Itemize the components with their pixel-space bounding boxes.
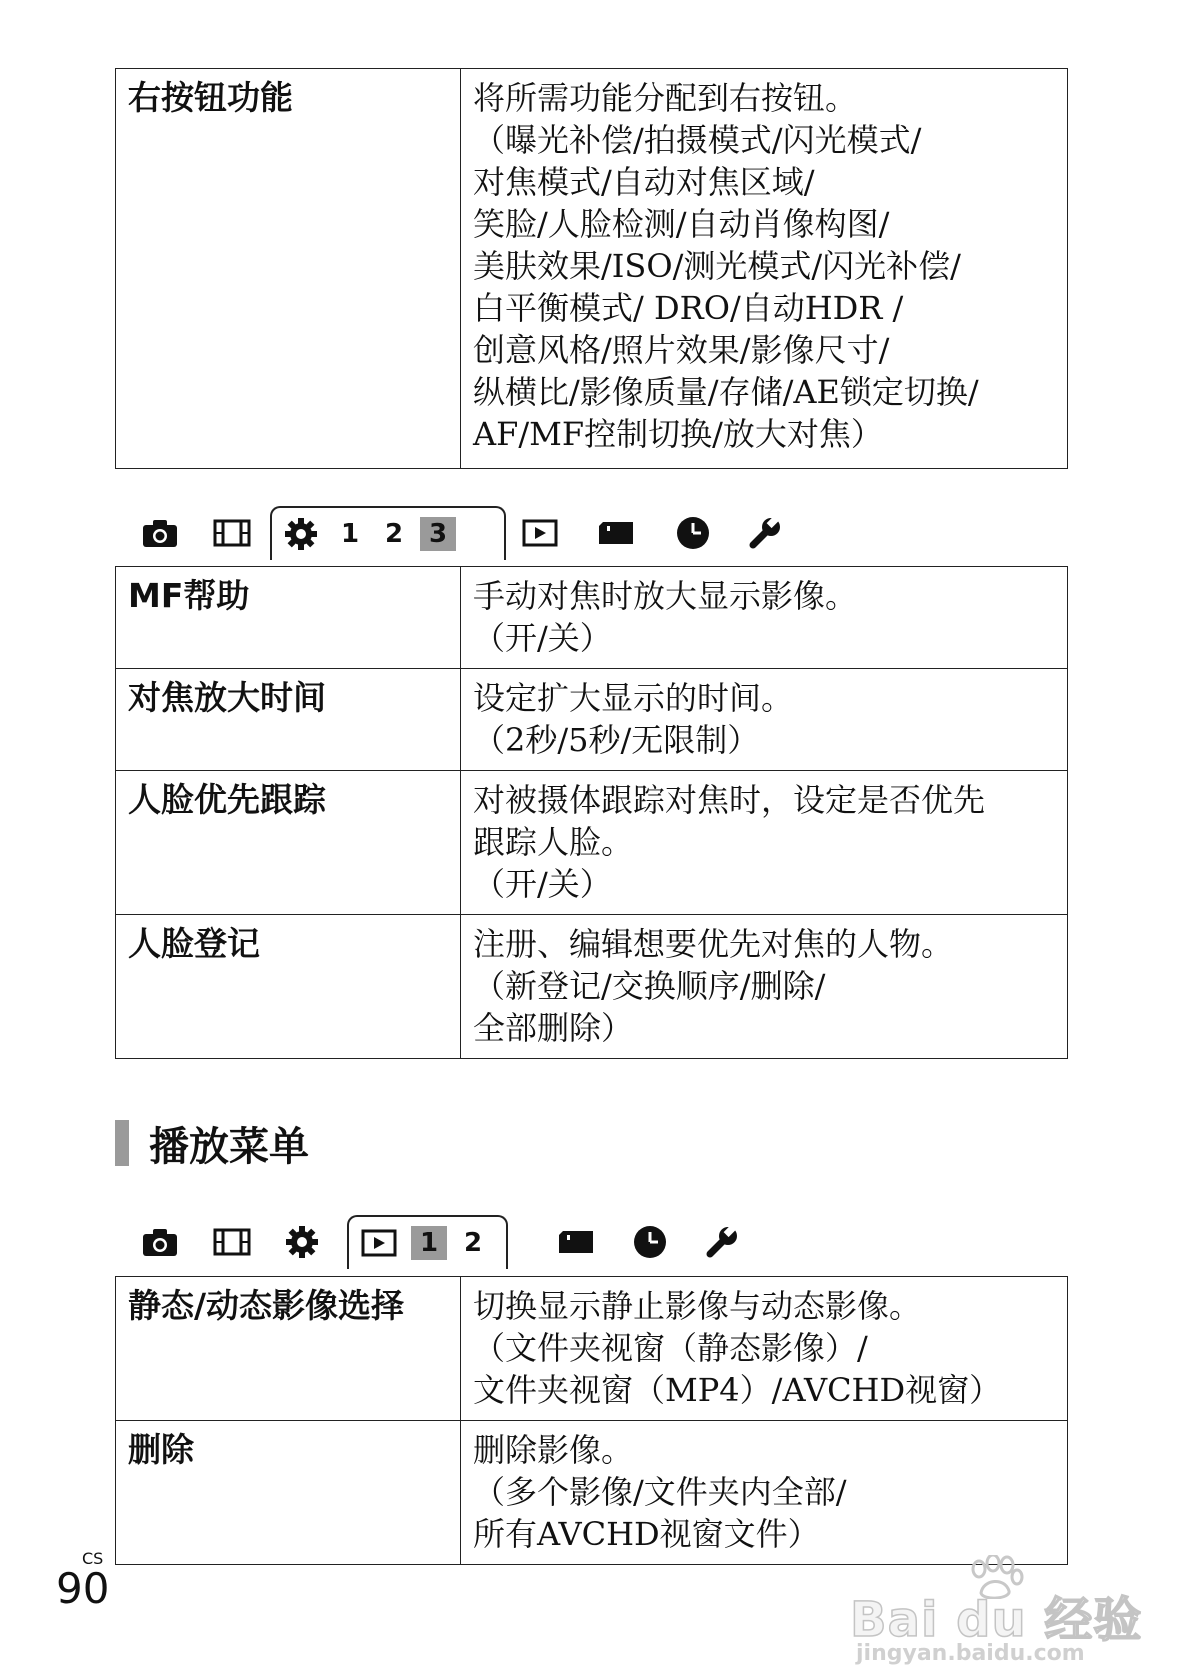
clock-icon bbox=[673, 504, 713, 562]
setting-description: 删除影像。 （多个影像/文件夹内全部/ 所有AVCHD视窗文件） bbox=[461, 1421, 1068, 1565]
table-row bbox=[116, 567, 1068, 669]
camera-icon bbox=[140, 1213, 180, 1271]
gear-icon bbox=[282, 1213, 322, 1271]
setting-description: 设定扩大显示的时间。 （2秒/5秒/无限制） bbox=[461, 669, 1068, 771]
function-table-top bbox=[115, 68, 1068, 469]
wrench-icon bbox=[702, 1213, 742, 1271]
playback-settings-table bbox=[115, 1276, 1068, 1565]
section-heading bbox=[115, 1118, 309, 1168]
table-row bbox=[116, 1421, 1068, 1565]
watermark bbox=[850, 1555, 1150, 1665]
table-row bbox=[116, 1277, 1068, 1421]
movie-icon bbox=[212, 1213, 252, 1271]
watermark-url: jingyan.baidu.com bbox=[856, 1641, 1085, 1666]
setting-description: 对被摄体跟踪对焦时，设定是否优先 跟踪人脸。 （开/关） bbox=[461, 771, 1068, 915]
memory-card-icon bbox=[595, 504, 637, 562]
page-tab-3-selected[interactable]: 3 bbox=[420, 517, 456, 551]
table-row bbox=[116, 669, 1068, 771]
movie-icon bbox=[212, 504, 252, 562]
setting-name: 对焦放大时间 bbox=[116, 669, 461, 771]
page-tab-2[interactable]: 2 bbox=[384, 519, 404, 549]
setting-description: 切换显示静止影像与动态影像。 （文件夹视窗（静态影像）/ 文件夹视窗（MP4）/AVCHD视窗） bbox=[461, 1277, 1068, 1421]
setting-name: 人脸优先跟踪 bbox=[116, 771, 461, 915]
wrench-icon bbox=[745, 504, 785, 562]
setting-description: 注册、编辑想要优先对焦的人物。 （新登记/交换顺序/删除/ 全部删除） bbox=[461, 915, 1068, 1059]
table-row bbox=[116, 771, 1068, 915]
memory-card-icon bbox=[555, 1213, 597, 1271]
page-number: 90 bbox=[56, 1564, 110, 1613]
setting-description: 手动对焦时放大显示影像。 （开/关） bbox=[461, 567, 1068, 669]
page-tab-1[interactable]: 1 bbox=[340, 519, 360, 549]
playback-icon bbox=[520, 504, 560, 562]
setting-description: 将所需功能分配到右按钮。 （曝光补偿/拍摄模式/闪光模式/ 对焦模式/自动对焦区域/ 笑脸/人脸检测/自动肖像构图/ 美肤效果/ISO/测光模式/闪光补偿/ 白平衡模式/ DRO/自动HDR / 创意风格/照片效果/影像尺寸/ 纵横比/影像质量/存储/AE锁定切换/ AF/MF控制切换/放大对焦） bbox=[461, 69, 1068, 469]
menu-tab-bar-playback bbox=[140, 1213, 940, 1271]
section-title: 播放菜单 bbox=[149, 1123, 309, 1170]
custom-settings-table bbox=[115, 566, 1068, 1059]
menu-tab-bar-custom bbox=[140, 504, 940, 562]
watermark-brand: Bai du 经验 bbox=[850, 1592, 1143, 1648]
setting-name: MF帮助 bbox=[116, 567, 461, 669]
setting-name: 静态/动态影像选择 bbox=[116, 1277, 461, 1421]
page-tab-2[interactable]: 2 bbox=[463, 1228, 483, 1258]
section-marker-bar bbox=[115, 1120, 129, 1166]
tab-playback[interactable] bbox=[347, 1215, 508, 1269]
playback-icon bbox=[361, 1229, 397, 1257]
gear-icon bbox=[284, 517, 318, 551]
tab-custom-settings[interactable] bbox=[270, 506, 506, 560]
page-tab-1-selected[interactable]: 1 bbox=[411, 1226, 447, 1260]
camera-icon bbox=[140, 504, 180, 562]
table-row bbox=[116, 69, 1068, 469]
setting-name: 人脸登记 bbox=[116, 915, 461, 1059]
setting-name: 删除 bbox=[116, 1421, 461, 1565]
setting-name: 右按钮功能 bbox=[116, 69, 461, 469]
table-row bbox=[116, 915, 1068, 1059]
clock-icon bbox=[630, 1213, 670, 1271]
language-code: CS bbox=[82, 1549, 104, 1568]
